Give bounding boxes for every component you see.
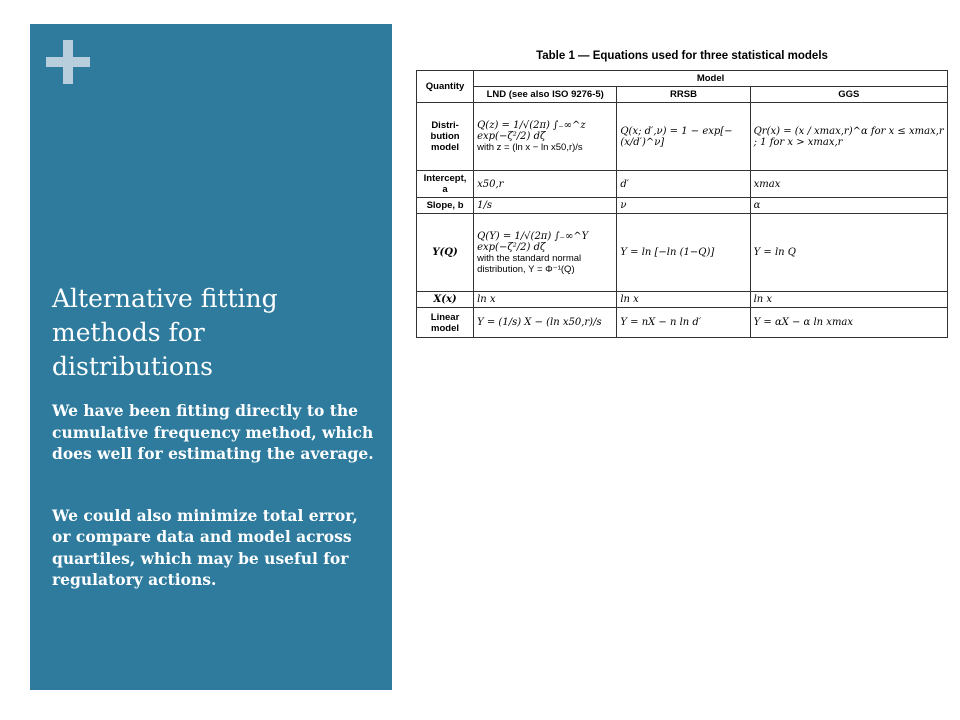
row-label: Distri-bution model (417, 103, 474, 171)
lnd-cell: Q(z) = 1/√(2π) ∫₋∞^z exp(−ζ²/2) dζ (477, 120, 586, 142)
row-label: Linear model (417, 308, 474, 338)
header-ggs: GGS (750, 87, 947, 103)
ggs-cell: α (750, 198, 947, 214)
slide-title: Alternative fitting methods for distributions (52, 284, 278, 381)
rrsb-cell: d′ (617, 171, 750, 198)
equations-table-figure (414, 50, 950, 366)
body-paragraph-2: We could also minimize total error, or compare data and model across quartiles, which may be useful for regulatory actions. (52, 505, 358, 589)
row-label: X(x) (417, 292, 474, 308)
lnd-cell: Y = (1/s) X − (ln x50,r)/s (474, 308, 617, 338)
table-row (417, 171, 948, 198)
row-label: Slope, b (417, 198, 474, 214)
ggs-cell: Y = ln Q (750, 214, 947, 292)
rrsb-cell: ν (617, 198, 750, 214)
row-label: Y(Q) (417, 214, 474, 292)
ggs-cell: ln x (750, 292, 947, 308)
table-row (417, 308, 948, 338)
rrsb-cell: ln x (617, 292, 750, 308)
header-model: Model (474, 71, 948, 87)
table-row (417, 103, 948, 171)
lnd-cell: Q(Y) = 1/√(2π) ∫₋∞^Y exp(−ζ²/2) dζ (477, 230, 589, 253)
table-caption: Table 1 — Equations used for three statistical models (536, 50, 828, 62)
lnd-note: with z = (ln x − ln x50,r)/s (477, 142, 583, 153)
table-row (417, 198, 948, 214)
table-row (417, 214, 948, 292)
slide-body (52, 400, 377, 631)
rrsb-cell: Y = ln [−ln (1−Q)] (617, 214, 750, 292)
lnd-cell: ln x (474, 292, 617, 308)
lnd-note: with the standard normal distribution, Y = Φ⁻¹(Q) (477, 252, 582, 275)
ggs-cell: Y = αX − α ln xmax (750, 308, 947, 338)
rrsb-cell: Y = nX − n ln d′ (617, 308, 750, 338)
plus-icon (46, 40, 90, 84)
lnd-cell: x50,r (474, 171, 617, 198)
header-rrsb: RRSB (617, 87, 750, 103)
table-row (417, 292, 948, 308)
equations-table (416, 70, 948, 338)
rrsb-cell: Q(x; d′,ν) = 1 − exp[−(x/d′)^ν] (617, 103, 750, 171)
header-lnd: LND (see also ISO 9276-5) (474, 87, 617, 103)
row-label: Intercept, a (417, 171, 474, 198)
lnd-cell: 1/s (474, 198, 617, 214)
ggs-cell: Qr(x) = (x / xmax,r)^α for x ≤ xmax,r ; 1 for x > xmax,r (750, 103, 947, 171)
header-quantity: Quantity (417, 71, 474, 103)
ggs-cell: xmax (750, 171, 947, 198)
body-paragraph-1: We have been fitting directly to the cumulative frequency method, which does well for estimating the average. (52, 401, 374, 463)
